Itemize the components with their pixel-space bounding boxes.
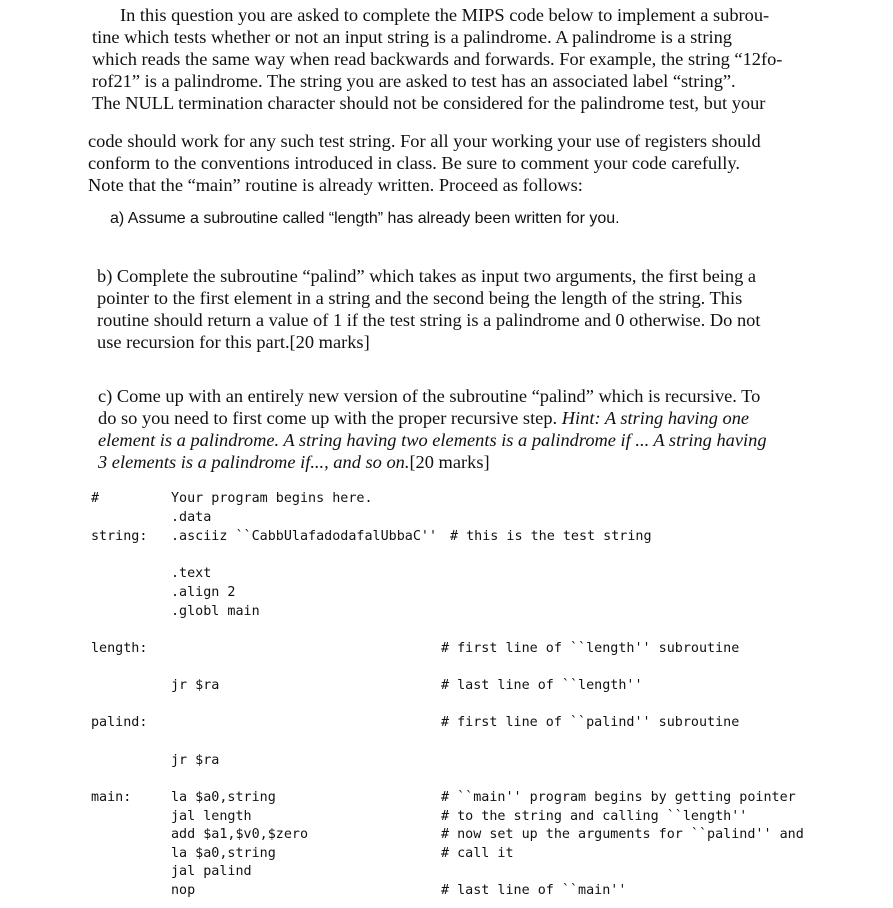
code-comment-main-4: # call it bbox=[441, 846, 514, 861]
intro-line-1: In this question you are asked to complete the MIPS code below to implement a subrou- bbox=[120, 5, 770, 25]
code-label-palind: palind: bbox=[91, 715, 148, 730]
code-data-directive: .data bbox=[171, 510, 212, 525]
code-label-main: main: bbox=[91, 790, 132, 805]
part-b-line-4: use recursion for this part.[20 marks] bbox=[97, 332, 370, 352]
code-globl-directive: .globl main bbox=[171, 604, 260, 619]
part-b-line-2: pointer to the first element in a string and the second being the length of the string. This bbox=[97, 288, 743, 308]
code-comment-test-string: # this is the test string bbox=[450, 529, 652, 544]
code-main-line-6: nop bbox=[171, 883, 196, 898]
part-c-line-1: c) Come up with an entirely new version of the subroutine “palind” which is recursive. To bbox=[98, 386, 761, 406]
part-c-marks: [20 marks] bbox=[409, 452, 490, 472]
code-label-length: length: bbox=[91, 641, 148, 656]
code-comment-length-last: # last line of ``length'' bbox=[441, 678, 643, 693]
code-main-line-1: la $a0,string bbox=[171, 790, 276, 805]
code-comment-main-3: # now set up the arguments for ``palind'' and bbox=[441, 827, 804, 842]
intro-line-3: which reads the same way when read backwards and forwards. For example, the string “12fo- bbox=[92, 49, 783, 69]
code-length-return: jr $ra bbox=[171, 678, 220, 693]
code-comment-main-1: # ``main'' program begins by getting pointer bbox=[441, 790, 796, 805]
intro-line-5: The NULL termination character should not be considered for the palindrome test, but your bbox=[92, 93, 766, 113]
code-align-directive: .align 2 bbox=[171, 585, 236, 600]
code-main-line-5: jal palind bbox=[171, 864, 252, 879]
intro-line-2: tine which tests whether or not an input string is a palindrome. A palindrome is a string bbox=[92, 27, 732, 47]
code-comment-palind-first: # first line of ``palind'' subroutine bbox=[441, 715, 740, 730]
continuation-line-1: code should work for any such test string. For all your working your use of registers should bbox=[88, 131, 761, 151]
code-palind-return: jr $ra bbox=[171, 753, 220, 768]
code-label-string: string: bbox=[91, 529, 148, 544]
part-b-line-3: routine should return a value of 1 if the test string is a palindrome and 0 otherwise. Do not bbox=[97, 310, 761, 330]
intro-line-4: rof21” is a palindrome. The string you are asked to test has an associated label “string”. bbox=[92, 71, 736, 91]
part-c-line-2 bbox=[98, 407, 749, 429]
code-main-line-4: la $a0,string bbox=[171, 846, 276, 861]
code-comment-length-first: # first line of ``length'' subroutine bbox=[441, 641, 740, 656]
part-c-hint-end: 3 elements is a palindrome if..., and so on. bbox=[98, 452, 410, 472]
part-b-line-1: b) Complete the subroutine “palind” which takes as input two arguments, the first being a bbox=[97, 266, 757, 286]
part-c-hint-start: Hint: A string having one bbox=[561, 408, 750, 428]
code-text-directive: .text bbox=[171, 566, 212, 581]
code-comment-main-2: # to the string and calling ``length'' bbox=[441, 809, 748, 824]
continuation-line-3: Note that the “main” routine is already written. Proceed as follows: bbox=[88, 175, 583, 195]
part-c-line-4 bbox=[98, 451, 490, 473]
continuation-line-2: conform to the conventions introduced in class. Be sure to comment your code carefully. bbox=[88, 153, 740, 173]
code-begin-comment: Your program begins here. bbox=[171, 491, 373, 506]
code-main-line-2: jal length bbox=[171, 809, 252, 824]
code-label-hash: # bbox=[91, 491, 100, 506]
part-c-line-3 bbox=[98, 429, 767, 451]
part-c-line-2-plain: do so you need to first come up with the proper recursive step. bbox=[98, 408, 562, 428]
part-c-hint-middle: element is a palindrome. A string having two elements is a palindrome if ... A string having bbox=[98, 430, 767, 450]
code-asciiz-directive: .asciiz ``CabbUlafadodafalUbbaC'' bbox=[171, 529, 438, 544]
code-main-line-3: add $a1,$v0,$zero bbox=[171, 827, 309, 842]
part-a-text: a) Assume a subroutine called “length” has already been written for you. bbox=[110, 210, 620, 227]
code-comment-main-last: # last line of ``main'' bbox=[441, 883, 627, 898]
